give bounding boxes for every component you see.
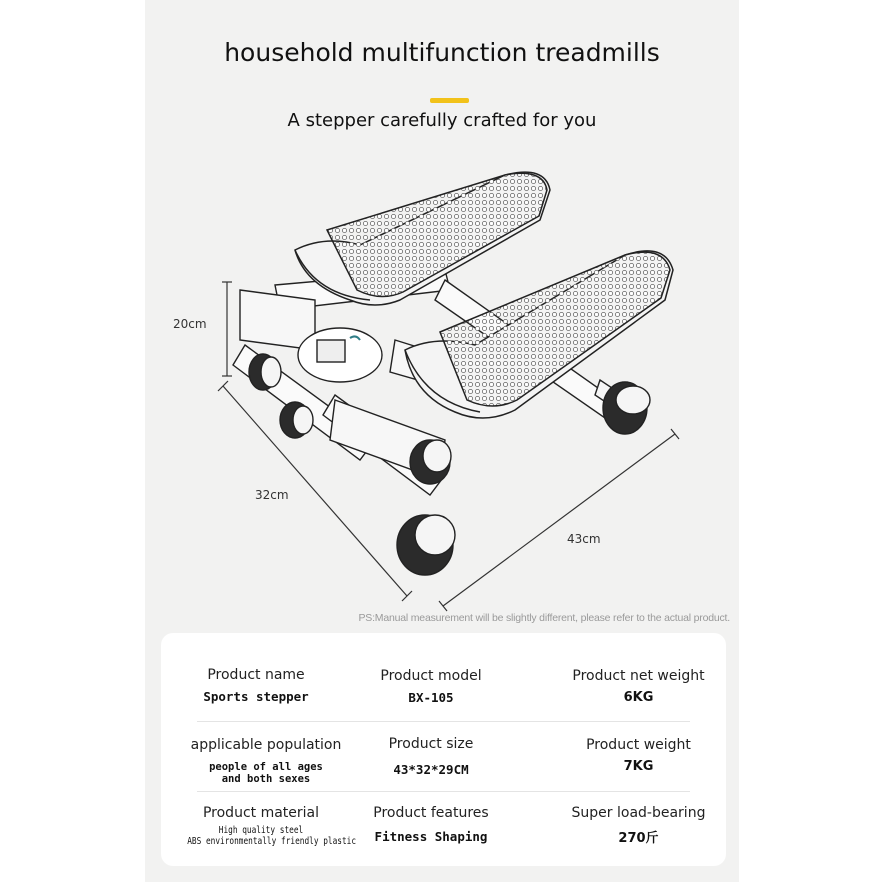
spec-product-size <box>356 736 506 777</box>
length-dimension <box>439 429 679 611</box>
spec-label: Product model <box>380 668 482 684</box>
spec-value-line: and both sexes <box>221 773 311 785</box>
row-divider <box>197 721 690 722</box>
height-label: 20cm <box>173 317 207 331</box>
spec-value-line: High quality steel <box>218 825 304 836</box>
spec-value: Sports stepper <box>203 689 309 704</box>
spec-load-bearing <box>556 805 721 846</box>
spec-product-name <box>181 667 331 704</box>
spec-product-weight <box>556 737 721 774</box>
spec-value: 43*32*29CM <box>393 762 469 777</box>
spec-label: applicable population <box>190 737 342 753</box>
spec-label: Product features <box>373 805 489 821</box>
spec-label: Product name <box>207 667 305 683</box>
spec-value: 7KG <box>623 759 654 774</box>
stepper-illustration <box>145 150 739 620</box>
length-label: 43cm <box>567 532 601 546</box>
spec-label: Product material <box>202 805 320 821</box>
spec-value: 270斤 <box>618 831 659 846</box>
specs-card <box>161 633 726 866</box>
spec-product-material <box>171 805 357 847</box>
spec-net-weight <box>556 668 721 705</box>
spec-label: Super load-bearing <box>571 805 706 821</box>
spec-product-features <box>356 805 506 844</box>
spec-value: 6KG <box>623 690 654 705</box>
spec-value: BX-105 <box>408 690 454 705</box>
spec-value: Fitness Shaping <box>374 829 488 844</box>
accent-bar <box>430 98 469 103</box>
width-label: 32cm <box>255 488 289 502</box>
measurement-note: PS:Manual measurement will be slightly different, please refer to the actual product. <box>358 612 730 624</box>
spec-applicable-population <box>181 737 351 785</box>
height-dimension <box>173 282 232 376</box>
row-divider <box>197 791 690 792</box>
spec-label: Product size <box>388 736 474 752</box>
spec-label: Product net weight <box>572 668 705 684</box>
spec-label: Product weight <box>586 737 691 753</box>
spec-value-line: ABS environmentally friendly plastic <box>187 836 357 847</box>
page-subtitle: A stepper carefully crafted for you <box>287 110 597 131</box>
spec-value-line: people of all ages <box>209 761 323 773</box>
page-title: household multifunction treadmills <box>224 38 660 67</box>
spec-product-model <box>356 668 506 705</box>
